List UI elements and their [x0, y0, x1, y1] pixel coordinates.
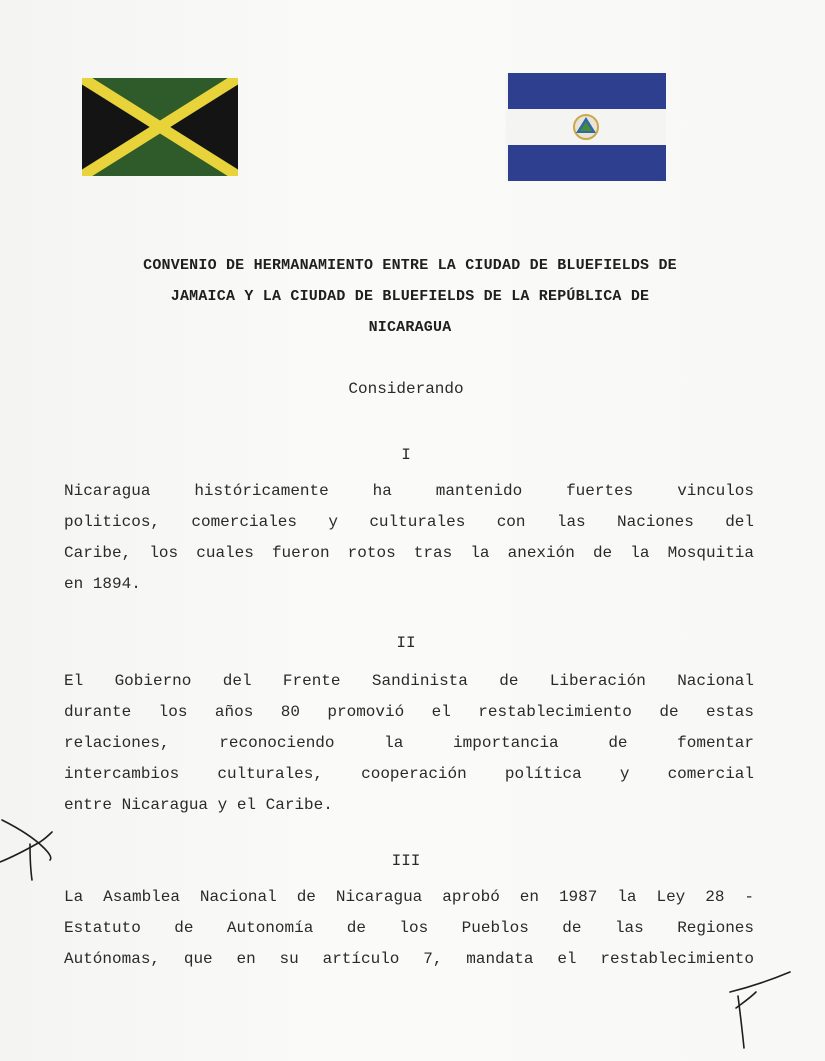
section-paragraph	[64, 476, 754, 600]
paragraph-line: durante los años 80 promovió el restablecimiento de estas	[64, 703, 754, 721]
considerando-heading: Considerando	[348, 380, 464, 398]
jamaica-flag	[82, 78, 238, 176]
section-number: I	[401, 446, 411, 464]
nicaragua-flag	[506, 73, 666, 181]
paragraph-line: El Gobierno del Frente Sandinista de Liberación Nacional	[64, 672, 754, 690]
title-line: CONVENIO DE HERMANAMIENTO ENTRE LA CIUDAD DE BLUEFIELDS DE	[143, 257, 677, 274]
paragraph-line: relaciones, reconociendo la importancia de fomentar	[64, 734, 754, 752]
paragraph-line: Caribe, los cuales fueron rotos tras la anexión de la Mosquitia	[64, 544, 754, 562]
nicaragua-emblem-icon	[574, 115, 598, 139]
paragraph-line: La Asamblea Nacional de Nicaragua aprobó en 1987 la Ley 28 -	[64, 888, 754, 906]
section-paragraph	[64, 882, 754, 975]
title-line: NICARAGUA	[368, 319, 452, 336]
paragraph-line: entre Nicaragua y el Caribe.	[64, 796, 333, 814]
paragraph-line: intercambios culturales, cooperación política y comercial	[64, 765, 754, 783]
section-number: II	[396, 634, 416, 652]
paragraph-line: politicos, comerciales y culturales con las Naciones del	[64, 513, 754, 531]
title-line: JAMAICA Y LA CIUDAD DE BLUEFIELDS DE LA REPÚBLICA DE	[170, 288, 650, 305]
section-paragraph	[64, 666, 754, 821]
left-signature-icon	[0, 800, 60, 890]
paragraph-line: Estatuto de Autonomía de los Pueblos de las Regiones	[64, 919, 754, 937]
paragraph-line: en 1894.	[64, 575, 141, 593]
paragraph-line: Autónomas, que en su artículo 7, mandata el restablecimiento	[64, 950, 754, 968]
paragraph-line: Nicaragua históricamente ha mantenido fuertes vinculos	[64, 482, 754, 500]
right-signature-icon	[726, 968, 798, 1052]
section-number: III	[391, 852, 421, 870]
document-title	[60, 250, 760, 343]
